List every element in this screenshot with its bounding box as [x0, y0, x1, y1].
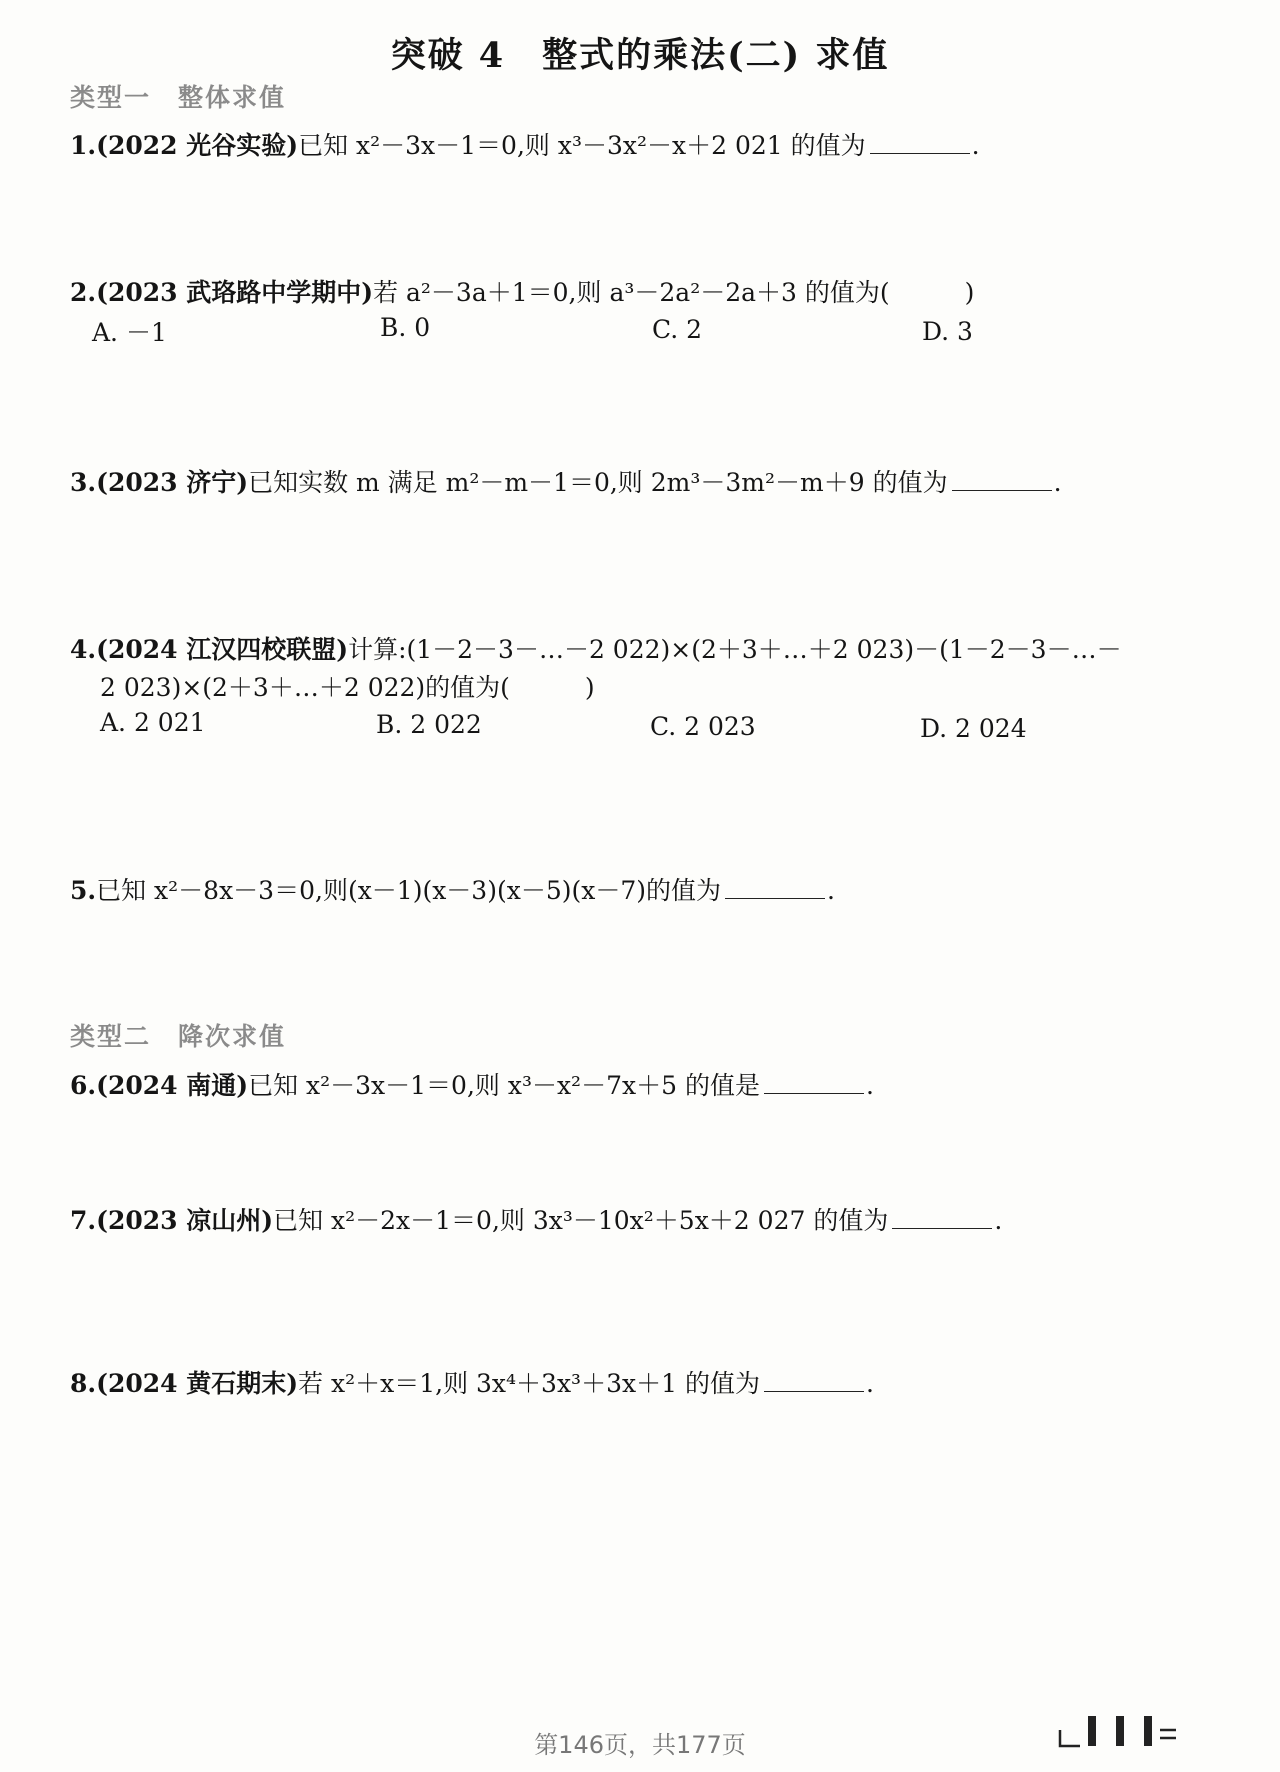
question-tail: .	[1053, 468, 1062, 497]
question-5	[70, 871, 835, 907]
question-number: 6.	[70, 1071, 97, 1100]
question-number: 2.	[70, 278, 97, 307]
question-2	[70, 273, 974, 309]
page-footer: 第146页，共177页	[534, 1731, 746, 1759]
option-d[interactable]: D. 3	[922, 317, 973, 346]
question-stem: 已知实数 m 满足 m²－m－1＝0,则 2m³－3m²－m＋9 的值为	[248, 468, 948, 497]
option-a[interactable]: A. 2 021	[100, 708, 206, 737]
question-stem: 若 x²＋x＝1,则 3x⁴＋3x³＋3x＋1 的值为	[298, 1369, 760, 1398]
question-tail: .	[994, 1206, 1003, 1235]
answer-blank[interactable]	[764, 1367, 864, 1392]
question-tail: .	[971, 131, 980, 160]
question-tail: .	[865, 1071, 874, 1100]
question-3	[70, 463, 1062, 499]
option-b[interactable]: B. 2 022	[376, 710, 482, 739]
question-1	[70, 126, 980, 162]
question-source: (2024 南通)	[96, 1071, 249, 1100]
question-number: 8.	[70, 1369, 97, 1398]
option-c[interactable]: C. 2 023	[650, 712, 756, 741]
section-heading-type-1: 类型一 整体求值	[70, 83, 287, 112]
option-b[interactable]: B. 0	[380, 313, 431, 342]
question-stem: 已知 x²－8x－3＝0,则(x－1)(x－3)(x－5)(x－7)的值为	[96, 876, 721, 905]
option-a[interactable]: A. －1	[92, 318, 167, 347]
question-source: (2024 江汉四校联盟)	[96, 635, 349, 664]
question-number: 5.	[70, 876, 97, 905]
question-source: (2023 武珞路中学期中)	[96, 278, 374, 307]
question-number: 7.	[70, 1206, 97, 1235]
option-d[interactable]: D. 2 024	[920, 714, 1027, 743]
answer-blank[interactable]	[725, 874, 825, 899]
question-source: (2023 济宁)	[96, 468, 249, 497]
question-7	[70, 1201, 1002, 1237]
question-tail: .	[827, 876, 835, 905]
question-source: (2022 光谷实验)	[96, 131, 299, 160]
question-tail: .	[865, 1369, 874, 1398]
question-stem: 若 a²－3a＋1＝0,则 a³－2a²－2a＋3 的值为( )	[373, 278, 975, 307]
question-stem: 已知 x²－2x－1＝0,则 3x³－10x²＋5x＋2 027 的值为	[273, 1206, 889, 1235]
answer-blank[interactable]	[764, 1069, 864, 1094]
page-title: 突破 4 整式的乘法(二) 求值	[390, 35, 890, 76]
answer-blank[interactable]	[870, 129, 970, 154]
question-source: (2024 黄石期末)	[96, 1369, 299, 1398]
question-number: 4.	[70, 635, 97, 664]
question-source: (2023 凉山州)	[96, 1206, 274, 1235]
option-c[interactable]: C. 2	[652, 315, 703, 344]
question-4-continuation: 2 023)×(2＋3＋…＋2 022)的值为( )	[100, 673, 595, 702]
question-stem: 已知 x²－3x－1＝0,则 x³－x²－7x＋5 的值是	[248, 1071, 760, 1100]
section-heading-type-2: 类型二 降次求值	[70, 1022, 287, 1051]
question-6	[70, 1066, 874, 1102]
answer-blank[interactable]	[952, 466, 1052, 491]
question-8	[70, 1364, 874, 1400]
question-number: 3.	[70, 468, 97, 497]
question-4	[70, 630, 1122, 666]
answer-blank[interactable]	[892, 1204, 992, 1229]
question-stem: 计算:(1－2－3－…－2 022)×(2＋3＋…＋2 023)－(1－2－3－…－	[348, 635, 1122, 664]
question-stem: 已知 x²－3x－1＝0,则 x³－3x²－x＋2 021 的值为	[298, 131, 866, 160]
question-number: 1.	[70, 131, 97, 160]
